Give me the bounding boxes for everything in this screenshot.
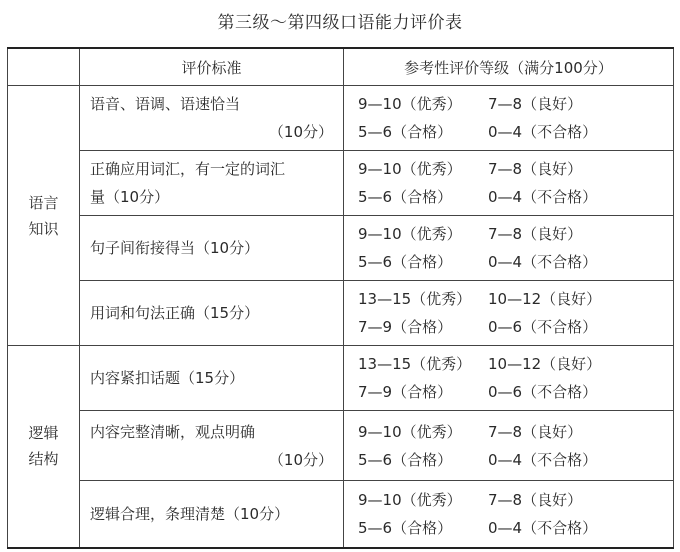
table-row bbox=[8, 411, 674, 481]
grade-band: 13—15（优秀） bbox=[358, 290, 472, 308]
grade-line bbox=[358, 313, 659, 341]
grade-band: 0—4（不合格） bbox=[488, 518, 598, 537]
group-label bbox=[8, 86, 80, 346]
grade-line bbox=[358, 183, 659, 211]
grade-line bbox=[358, 155, 659, 183]
criterion-text-cont: 量（10分） bbox=[90, 188, 170, 206]
header-grades: 参考性评价等级（满分100分） bbox=[344, 48, 674, 86]
grade-line bbox=[358, 378, 659, 406]
grade-line bbox=[358, 248, 659, 276]
grade-band: 7—8（良好） bbox=[488, 160, 583, 178]
grade-band: 7—9（合格） bbox=[358, 318, 453, 336]
evaluation-table bbox=[7, 47, 674, 549]
criterion-text: 内容紧扣话题（15分） bbox=[90, 369, 245, 387]
grade-band: 9—10（优秀） bbox=[358, 422, 462, 441]
criterion-text: 用词和句法正确（15分） bbox=[90, 304, 260, 322]
grade-scale-cell bbox=[344, 151, 674, 216]
criterion-text: 语音、语调、语速恰当 bbox=[90, 95, 241, 113]
grade-band: 5—6（合格） bbox=[358, 123, 453, 141]
criterion-cell bbox=[80, 86, 344, 151]
grade-band: 10—12（良好） bbox=[488, 290, 602, 308]
table-row bbox=[8, 481, 674, 548]
table-body bbox=[8, 86, 674, 548]
table-title: 第三级～第四级口语能力评价表 bbox=[217, 13, 463, 33]
grade-band: 7—8（良好） bbox=[488, 490, 583, 509]
grade-scale-cell bbox=[344, 281, 674, 346]
criterion-cell bbox=[80, 346, 344, 411]
grade-band: 5—6（合格） bbox=[358, 188, 453, 206]
header-category bbox=[8, 48, 80, 86]
grade-band: 7—8（良好） bbox=[488, 422, 583, 441]
grade-scale-cell bbox=[344, 346, 674, 411]
grade-band: 0—4（不合格） bbox=[488, 450, 598, 469]
grade-band: 5—6（合格） bbox=[358, 450, 453, 469]
table-row bbox=[8, 346, 674, 411]
table-row bbox=[8, 86, 674, 151]
grade-line bbox=[358, 90, 659, 118]
criterion-cell bbox=[80, 216, 344, 281]
grade-band: 9—10（优秀） bbox=[358, 490, 462, 509]
criterion-text-cont: （10分） bbox=[268, 450, 333, 469]
header-criteria: 评价标准 bbox=[80, 48, 344, 86]
group-label-text: 语言知识 bbox=[28, 193, 59, 238]
grade-band: 7—8（良好） bbox=[488, 225, 583, 243]
grade-band: 9—10（优秀） bbox=[358, 160, 462, 178]
criterion-text: 逻辑合理，条理清楚（10分） bbox=[90, 504, 290, 523]
grade-band: 0—4（不合格） bbox=[488, 253, 598, 271]
grade-line bbox=[358, 220, 659, 248]
group-label bbox=[8, 346, 80, 548]
grade-line bbox=[358, 486, 659, 514]
table-row bbox=[8, 216, 674, 281]
grade-line bbox=[358, 446, 659, 474]
grade-scale-cell bbox=[344, 411, 674, 481]
criterion-cell bbox=[80, 151, 344, 216]
grade-line bbox=[358, 118, 659, 146]
grade-line bbox=[358, 285, 659, 313]
criterion-text: 内容完整清晰，观点明确 bbox=[90, 422, 256, 441]
grade-band: 9—10（优秀） bbox=[358, 225, 462, 243]
criterion-cell bbox=[80, 281, 344, 346]
criterion-text: 正确应用词汇，有一定的词汇 bbox=[90, 160, 286, 178]
grade-band: 7—9（合格） bbox=[358, 383, 453, 401]
group-label-text: 逻辑结构 bbox=[28, 424, 59, 469]
table-row bbox=[8, 151, 674, 216]
grade-scale-cell bbox=[344, 86, 674, 151]
grade-band: 7—8（良好） bbox=[488, 95, 583, 113]
criterion-text: 句子间衔接得当（10分） bbox=[90, 239, 260, 257]
grade-band: 5—6（合格） bbox=[358, 253, 453, 271]
grade-scale-cell bbox=[344, 481, 674, 548]
table-row bbox=[8, 281, 674, 346]
grade-line bbox=[358, 418, 659, 446]
grade-band: 10—12（良好） bbox=[488, 355, 602, 373]
header-row bbox=[8, 48, 674, 86]
criterion-text-cont: （10分） bbox=[268, 123, 333, 141]
grade-scale-cell bbox=[344, 216, 674, 281]
criterion-cell bbox=[80, 481, 344, 548]
grade-line bbox=[358, 514, 659, 542]
grade-band: 5—6（合格） bbox=[358, 518, 453, 537]
criterion-cell bbox=[80, 411, 344, 481]
grade-band: 0—6（不合格） bbox=[488, 383, 598, 401]
grade-band: 0—4（不合格） bbox=[488, 123, 598, 141]
grade-line bbox=[358, 350, 659, 378]
grade-band: 13—15（优秀） bbox=[358, 355, 472, 373]
grade-band: 0—6（不合格） bbox=[488, 318, 598, 336]
grade-band: 0—4（不合格） bbox=[488, 188, 598, 206]
grade-band: 9—10（优秀） bbox=[358, 95, 462, 113]
